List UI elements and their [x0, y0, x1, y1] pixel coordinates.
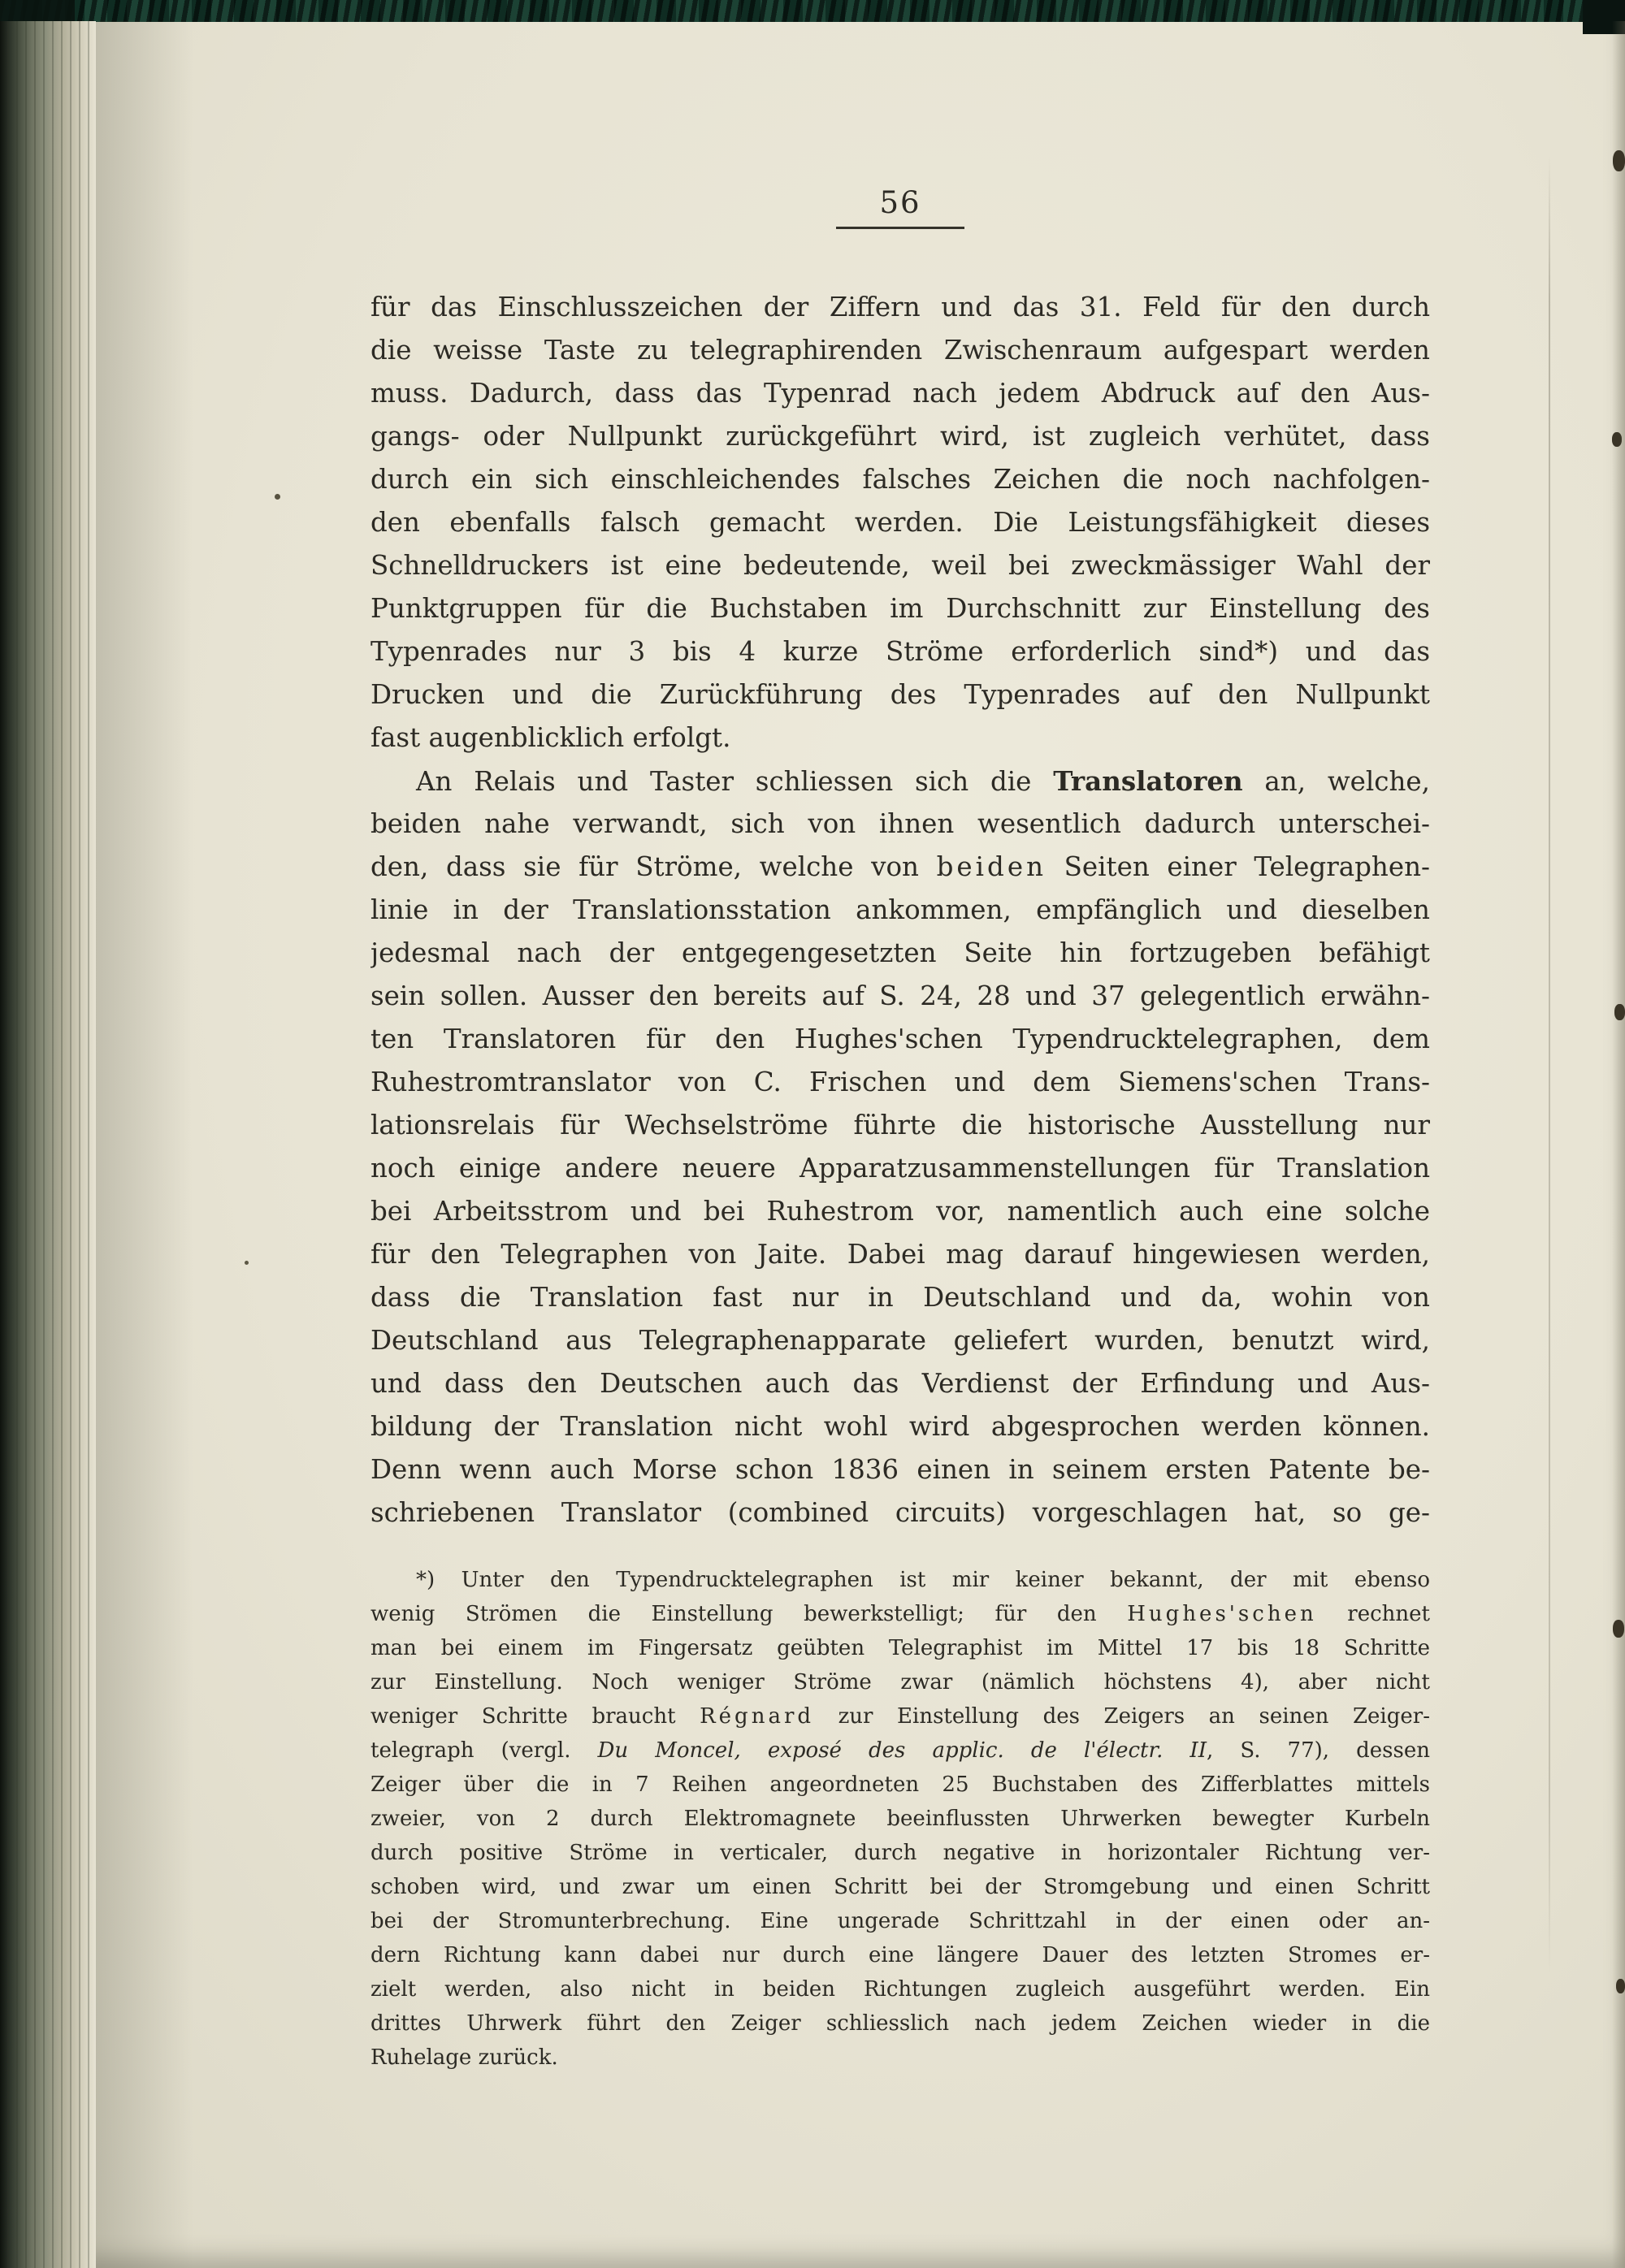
text-run: durch ein sich einschleichendes falsches Zeichen die noch nachfolgen- [370, 464, 1430, 495]
text-line [370, 1904, 1430, 1938]
text-run: jedesmal nach der entgegengesetzten Seite hin fortzugeben befähigt [370, 937, 1430, 968]
text-line [370, 1733, 1430, 1768]
text-run: Régnard [700, 1704, 815, 1729]
page-right-edge [1612, 21, 1625, 2268]
text-line [370, 1870, 1430, 1904]
text-run: weniger Schritte braucht [370, 1704, 700, 1729]
text-run: für den Telegraphen von Jaite. Dabei mag darauf hingewiesen werden, [370, 1239, 1430, 1270]
text-line [370, 803, 1430, 846]
text-line [370, 1147, 1430, 1190]
text-run: beiden nahe verwandt, sich von ihnen wesentlich dadurch unterschei- [370, 808, 1430, 839]
text-run: noch einige andere neuere Apparatzusammenstellungen für Translation [370, 1153, 1430, 1184]
text-line [370, 1972, 1430, 2006]
scan-artifact [1613, 150, 1625, 171]
text-line [370, 415, 1430, 458]
text-line [370, 716, 1430, 760]
page-header [370, 187, 1430, 229]
text-run: ten Translatoren für den Hughes'schen Typendrucktelegraphen, dem [370, 1024, 1430, 1054]
text-run: bei Arbeitsstrom und bei Ruhestrom vor, namentlich auch eine solche [370, 1196, 1430, 1227]
text-run: den, dass sie für Ströme, welche von [370, 851, 937, 882]
page-number-rule [836, 227, 964, 229]
text-run: Translatoren [1053, 765, 1243, 797]
text-line [370, 975, 1430, 1018]
text-run: muss. Dadurch, dass das Typenrad nach jedem Abdruck auf den Aus- [370, 378, 1430, 409]
text-run: Typenrades nur 3 bis 4 kurze Ströme erforderlich sind*) und das [370, 636, 1430, 667]
text-line [370, 1597, 1430, 1631]
text-line [370, 1768, 1430, 1802]
text-line [370, 1491, 1430, 1534]
text-run: An Relais und Taster schliessen sich die [416, 766, 1054, 797]
text-line [370, 1104, 1430, 1147]
text-run: Drucken und die Zurückführung des Typenrades auf den Nullpunkt [370, 679, 1430, 710]
text-run: gangs- oder Nullpunkt zurückgeführt wird, ist zugleich verhütet, dass [370, 421, 1430, 452]
text-run: Seiten einer Telegraphen- [1046, 851, 1430, 882]
text-run: man bei einem im Fingersatz geübten Telegraphist im Mittel 17 bis 18 Schritte [370, 1636, 1430, 1660]
text-run: zur Einstellung des Zeigers an seinen Zeiger- [814, 1704, 1430, 1729]
text-line [370, 1699, 1430, 1733]
text-line [370, 2006, 1430, 2041]
text-line [370, 1938, 1430, 1972]
text-line [370, 673, 1430, 716]
text-line [370, 1190, 1430, 1233]
text-line [370, 1233, 1430, 1276]
text-run: Ruhestromtranslator von C. Frischen und dem Siemens'schen Trans- [370, 1067, 1430, 1097]
text-line [370, 1405, 1430, 1448]
text-run: die weisse Taste zu telegraphirenden Zwischenraum aufgespart werden [370, 335, 1430, 366]
text-run: Zeiger über die in 7 Reihen angeordneten 25 Buchstaben des Zifferblattes mittels [370, 1772, 1430, 1797]
text-run: Schnelldruckers ist eine bedeutende, weil bei zweckmässiger Wahl der [370, 550, 1430, 581]
text-run: und dass den Deutschen auch das Verdienst der Erfindung und Aus- [370, 1368, 1430, 1399]
text-run: durch positive Ströme in verticaler, durch negative in horizontaler Richtung ver- [370, 1841, 1430, 1865]
text-line [370, 846, 1430, 889]
text-line [370, 760, 1430, 803]
text-run: *) Unter den Typendrucktelegraphen ist mir keiner bekannt, der mit ebenso [416, 1568, 1430, 1592]
text-line [370, 1563, 1430, 1597]
text-line [370, 1448, 1430, 1491]
text-line [370, 630, 1430, 673]
scan-artifact [1616, 1979, 1625, 1993]
body-text [370, 286, 1430, 1534]
text-line [370, 1018, 1430, 1061]
text-line [370, 286, 1430, 329]
text-run: Du Moncel, exposé des applic. de l'électr. II [597, 1738, 1207, 1763]
text-run: , S. 77), dessen [1206, 1738, 1430, 1763]
text-run: schoben wird, und zwar um einen Schritt bei der Stromgebung und einen Schritt [370, 1875, 1430, 1899]
text-run: beiden [936, 851, 1047, 882]
text-run: zweier, von 2 durch Elektromagnete beeinflussten Uhrwerken bewegter Kurbeln [370, 1807, 1430, 1831]
text-line [370, 329, 1430, 372]
text-line [370, 1665, 1430, 1699]
footnote-text [370, 1563, 1430, 2075]
text-run: telegraph (vergl. [370, 1738, 598, 1763]
scan-artifact [1614, 1004, 1625, 1020]
page-crease-line [1549, 154, 1550, 1974]
text-line [370, 1631, 1430, 1665]
text-line [370, 1836, 1430, 1870]
text-run: fast augenblicklich erfolgt. [370, 722, 731, 753]
text-run: drittes Uhrwerk führt den Zeiger schliesslich nach jedem Zeichen wieder in die [370, 2011, 1430, 2036]
text-line [370, 932, 1430, 975]
text-line [370, 1362, 1430, 1405]
text-run: wenig Strömen die Einstellung bewerkstelligt; für den [370, 1602, 1128, 1626]
text-run: Hughes'schen [1127, 1602, 1317, 1626]
scan-artifact [275, 494, 280, 500]
scan-artifact [1613, 1620, 1624, 1638]
scan-artifact [1612, 432, 1622, 447]
text-run: schriebenen Translator (combined circuits) vorgeschlagen hat, so ge- [370, 1497, 1430, 1528]
text-run: linie in der Translationsstation ankommen, empfänglich und dieselben [370, 894, 1430, 925]
text-line [370, 1061, 1430, 1104]
text-run: zielt werden, also nicht in beiden Richtungen zugleich ausgeführt werden. Ein [370, 1977, 1430, 2002]
text-line [370, 587, 1430, 630]
text-run: lationsrelais für Wechselströme führte die historische Ausstellung nur [370, 1110, 1430, 1140]
text-run: dern Richtung kann dabei nur durch eine längere Dauer des letzten Stromes er- [370, 1943, 1430, 1967]
text-run: bei der Stromunterbrechung. Eine ungerade Schrittzahl in der einen oder an- [370, 1909, 1430, 1933]
book-cover-edge [0, 0, 1625, 22]
text-run: dass die Translation fast nur in Deutschland und da, wohin von [370, 1282, 1430, 1313]
gutter-shadow [96, 21, 193, 2268]
text-line [370, 1276, 1430, 1319]
text-run: zur Einstellung. Noch weniger Ströme zwar (nämlich höchstens 4), aber nicht [370, 1670, 1430, 1695]
text-run: Deutschland aus Telegraphenapparate geliefert wurden, benutzt wird, [370, 1325, 1430, 1356]
text-line [370, 1802, 1430, 1836]
text-run: den ebenfalls falsch gemacht werden. Die Leistungsfähigkeit dieses [370, 507, 1430, 538]
text-run: sein sollen. Ausser den bereits auf S. 24, 28 und 37 gelegentlich erwähn- [370, 980, 1430, 1011]
text-run: Denn wenn auch Morse schon 1836 einen in seinem ersten Patente be- [370, 1454, 1430, 1485]
text-line [370, 544, 1430, 587]
text-line [370, 1319, 1430, 1362]
scan-artifact [245, 1261, 249, 1265]
text-line [370, 501, 1430, 544]
page-stack-edges [0, 21, 96, 2268]
page-number: 56 [879, 185, 921, 220]
text-run: Ruhelage zurück. [370, 2045, 558, 2070]
text-run: Punktgruppen für die Buchstaben im Durchschnitt zur Einstellung des [370, 593, 1430, 624]
text-line [370, 372, 1430, 415]
text-run: an, welche, [1242, 766, 1430, 797]
text-line [370, 2041, 1430, 2075]
text-line [370, 889, 1430, 932]
text-run: bildung der Translation nicht wohl wird abgesprochen werden können. [370, 1411, 1430, 1442]
text-line [370, 458, 1430, 501]
text-run: rechnet [1316, 1602, 1430, 1626]
text-run: für das Einschlusszeichen der Ziffern und das 31. Feld für den durch [370, 292, 1430, 322]
